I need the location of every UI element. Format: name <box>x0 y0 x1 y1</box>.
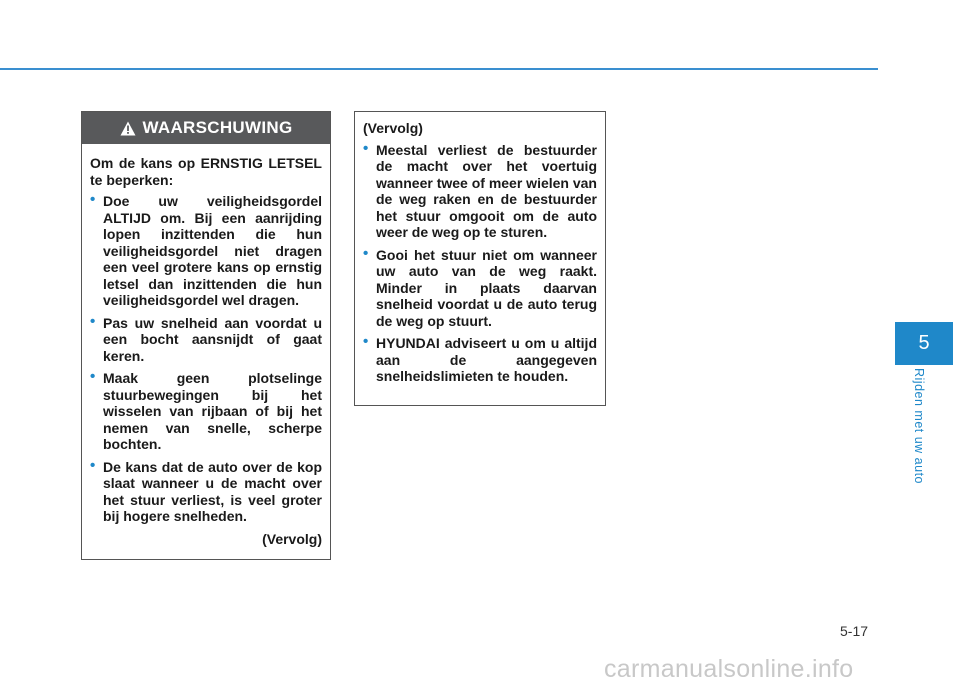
chapter-title: Rijden met uw auto <box>912 368 926 485</box>
continuation-list <box>363 139 597 385</box>
continuation-box <box>354 111 606 406</box>
warning-triangle-icon <box>120 121 136 136</box>
bullet-icon: • <box>363 139 369 157</box>
list-item: • Meestal verliest de bestuurder de macht over het voertuig wanneer twee of meer wielen van de weg raken en de bestuurder het stuur omgooit om de auto weer de weg op te sturen. <box>363 139 597 240</box>
chapter-tab: 5 <box>895 322 953 365</box>
page-number: 5-17 <box>840 623 869 639</box>
warning-box <box>81 111 331 560</box>
list-item: • De kans dat de auto over de kop slaat wanneer u de macht over het stuur verliest, is veel groter bij hogere snelheden. <box>90 456 322 524</box>
warning-list <box>90 193 322 525</box>
warning-intro: Om de kans op ERNSTIG LETSEL te beperken: <box>90 155 322 188</box>
watermark: carmanualsonline.info <box>604 655 854 683</box>
warning-heading: WAARSCHUWING <box>142 118 293 137</box>
list-item: • Gooi het stuur niet om wanneer uw auto van de weg raakt. Minder in plaats daarvan snelheid voordat u de auto terug de weg op stuurt. <box>363 244 597 329</box>
list-item: • Doe uw veiligheidsgordel ALTIJD om. Bij een aanrijding lopen inzittenden die hun veiligheidsgordel niet dragen een veel grotere kans op ernstig letsel dan inzittenden die hun veiligheidsgordel wel dragen. <box>90 191 322 308</box>
list-item: • HYUNDAI adviseert u om u altijd aan de aangegeven snelheidslimieten te houden. <box>363 333 597 384</box>
continued-label: (Vervolg) <box>262 530 322 547</box>
list-item: • Maak geen plotselinge stuurbewegingen bij het wisselen van rijbaan of bij het nemen van snelle, scherpe bochten. <box>90 368 322 452</box>
warning-body <box>82 144 330 547</box>
bullet-icon: • <box>90 456 96 474</box>
bullet-icon: • <box>90 191 96 208</box>
bullet-icon: • <box>363 244 369 262</box>
continuation-heading: (Vervolg) <box>363 120 423 136</box>
bullet-icon: • <box>90 312 96 330</box>
top-rule <box>0 68 878 70</box>
warning-header <box>82 112 330 144</box>
continuation-body <box>355 112 605 385</box>
bullet-icon: • <box>363 333 369 350</box>
list-item: • Pas uw snelheid aan voordat u een bocht aansnijdt of gaat keren. <box>90 312 322 364</box>
bullet-icon: • <box>90 368 96 385</box>
